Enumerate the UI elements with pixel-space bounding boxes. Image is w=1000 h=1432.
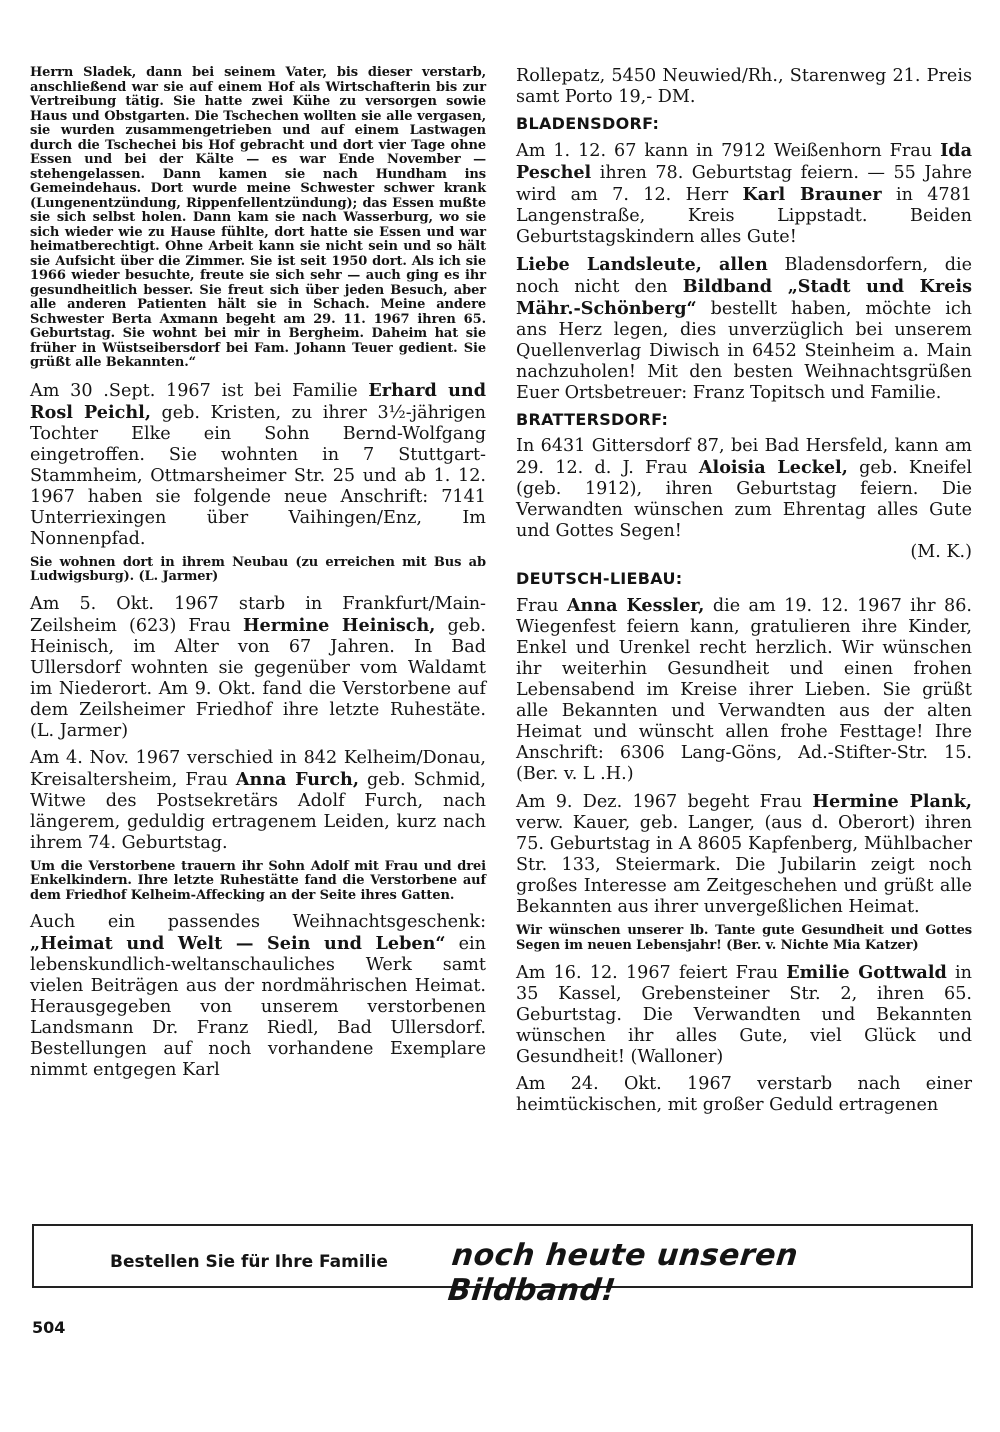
person-name: Ida Peschel bbox=[516, 140, 972, 183]
person-name: Anna Kessler, bbox=[566, 595, 705, 616]
person-name: Emilie Gottwald bbox=[786, 962, 947, 983]
person-name: Hermine Heinisch, bbox=[242, 614, 436, 636]
left-column bbox=[30, 66, 486, 1087]
note: Um die Verstorbene trauern ihr Sohn Adolf mit Frau und drei Enkelkindern. Ihre letzte Ruhestätte fand die Verstorbene auf dem Friedhof Kelheim-Affecking an der Seite ihres Gatten. bbox=[30, 858, 486, 903]
right-column bbox=[516, 66, 972, 1122]
birthday-announcement: Am 16. 12. 1967 feiert Frau Emilie Gottwald in 35 Kassel, Grebensteiner Str. 2, ihren 65. Geburtstag. Die Verwandten und Bekannten wünschen ihr alles Gute, viel Glück und Gesundheit! (Walloner) bbox=[516, 962, 973, 1067]
section-heading-bladensdorf: BLADENSDORF: bbox=[516, 114, 660, 133]
banner-text: Bestellen Sie für Ihre Familie bbox=[110, 1252, 388, 1272]
section-heading-brattersdorf: BRATTERSDORF: bbox=[516, 410, 669, 429]
book-title: „Heimat und Welt — Sein und Leben“ bbox=[30, 933, 446, 954]
birthday-announcement: Am 9. Dez. 1967 begeht Frau Hermine Plank, verw. Kauer, geb. Langer, (aus d. Oberort) ihren 75. Geburtstag in A 8605 Kapfenberg, Mühlbacher Str. 133, Steiermark. Die Jubilarin zeigt noch großes Interesse am Zeitgeschehen und grüßt alle Bekannten aus ihrer unvergeßlichen Heimat. bbox=[516, 791, 973, 917]
person-name: Anna Furch, bbox=[235, 768, 359, 790]
obituary: Am 5. Okt. 1967 starb in Frankfurt/Main-Zeilsheim (623) Frau Hermine Heinisch, geb. Heinisch, im Alter von 67 Jahren. In Bad Ullersdorf wohnten sie gegenüber vom Waldamt im Niederort. Am 9. Okt. fand die Verstorbene auf dem Zeilsheimer Friedhof ihre letzte Ruhestäte. (L. Jarmer) bbox=[30, 593, 487, 741]
advertisement-banner bbox=[32, 1224, 973, 1308]
person-name: Aloisia Leckel, bbox=[698, 457, 848, 478]
birthday-announcement: Frau Anna Kessler, die am 19. 12. 1967 ihr 86. Wiegenfest feiern kann, gratulieren ihre Kinder, Enkel und Urenkel recht herzlich. Wir wünschen ihr weiterhin Gesundheit und einen frohen Lebensabend im Kreise ihrer Lieben. Sie grüßt alle Bekannten und Verwandten aus der alten Heimat und wünscht allen frohe Festtage! Ihre Anschrift: 6306 Lang-Göns, Ad.-Stifter-Str. 15. (Ber. v. L .H.) bbox=[516, 595, 972, 784]
book-appeal: Liebe Landsleute, allen Bladensdorfern, die noch nicht den Bildband „Stadt und Kreis Mähr.-Schönberg“ bestellt haben, möchte ich ans Herz legen, dies unverzüglich bei unserem Quellenverlag Diwisch in 6452 Steinheim a. Main nachzuholen! Mit den besten Weihnachtsgrüßen Euer Ortsbetreuer: Franz Topitsch und Familie. bbox=[516, 254, 973, 403]
article-continuation: Herrn Sladek, dann bei seinem Vater, bis dieser verstarb, anschließend war sie auf einem Hof als Wirtschafterin bis zur Vertreibung tätig. Sie hatte zwei Kühe zu versorgen sowie Haus und Obstgarten. Die Tschechen wollten sie alle vergasen, sie wurden zusammengetrieben und auf einem Lastwagen durch die Tschechei bis Hof gebracht und dort vier Tage ohne Essen und bei der Kälte — es war Ende November — stehengelassen. Dann kamen sie nach Hundham ins Gemeindehaus. Dort wurde meine Schwester schwer krank (Lungenentzündung, Rippenfellentzündung); das Essen mußte sie sich selbst holen. Dann kam sie nach Wasserburg, wo sie sich wieder wie zu Hause fühlte, dort hatte sie Essen und war heimatberechtigt. Ohne Arbeit kann sie nicht sein und so hält sie Aufsicht über die Zimmer. Sie ist seit 1950 dort. Als ich sie 1966 wieder besuchte, freute sie sich sehr — auch ging es ihr gesundheitlich besser. Sie freut sich über jeden Besuch, aber alle anderen Patienten hält sie in Schach. Meine andere Schwester Berta Axmann begeht am 29. 11. 1967 ihren 65. Geburtstag. Sie wohnt bei mir in Bergheim. Daheim hat sie früher in Wüstseibersdorf bei Fam. Johann Teuer gedient. Sie grüßt alle Bekannten.“ bbox=[30, 65, 486, 370]
person-name: Hermine Plank, bbox=[812, 791, 973, 812]
obituary-start: Am 24. Okt. 1967 verstarb nach einer heimtückischen, mit großer Geduld ertragenen bbox=[516, 1074, 972, 1115]
note: Sie wohnen dort in ihrem Neubau (zu erreichen mit Bus ab Ludwigsburg). (L. Jarmer) bbox=[30, 554, 486, 584]
book-advert: Auch ein passendes Weihnachtsgeschenk: „Heimat und Welt — Sein und Leben“ ein lebenskundlich-weltanschauliches Werk samt vielen Beiträgen aus der nordmährischen Heimat. Herausgegeben von unserem verstorbenen Landsmann Dr. Franz Riedl, Bad Ullersdorf. Bestellungen auf noch vorhandene Exemplare nimmt entgegen Karl bbox=[30, 912, 486, 1080]
note: Wir wünschen unserer lb. Tante gute Gesundheit und Gottes Segen im neuen Lebensjahr! (Ber. v. Nichte Mia Katzer) bbox=[516, 923, 972, 953]
obituary: Am 4. Nov. 1967 verschied in 842 Kelheim/Donau, Kreisaltersheim, Frau Anna Furch, geb. Schmid, Witwe des Postsekretärs Adolf Furch, nach längerem, geduldig ertragenem Leiden, kurz nach ihrem 74. Geburtstag. bbox=[30, 747, 486, 853]
person-name: Berta Axmann bbox=[111, 311, 218, 327]
banner-slogan: noch heute unseren Bildband! bbox=[446, 1238, 800, 1308]
section-heading-deutsch-liebau: DEUTSCH-LIEBAU: bbox=[516, 569, 683, 588]
birthday-announcement: In 6431 Gittersdorf 87, bei Bad Hersfeld, kann am 29. 12. d. J. Frau Aloisia Leckel, geb. Kneifel (geb. 1912), ihren Geburtstag feiern. Die Verwandten wünschen zum Ehrentag alles Gute und Gottes Segen! bbox=[516, 436, 972, 541]
page-number: 504 bbox=[32, 1318, 66, 1337]
address-continuation: Rollepatz, 5450 Neuwied/Rh., Starenweg 21. Preis samt Porto 19,- DM. bbox=[516, 66, 972, 107]
birthday-announcement: Am 1. 12. 67 kann in 7912 Weißenhorn Frau Ida Peschel ihren 78. Geburtstag feiern. — 55 Jahre wird am 7. 12. Herr Karl Brauner in 4781 Langenstraße, Kreis Lippstadt. Beiden Geburtstagskindern alles Gute! bbox=[516, 140, 973, 247]
signature: (M. K.) bbox=[910, 542, 972, 562]
birth-announcement: Am 30 .Sept. 1967 ist bei Familie Erhard und Rosl Peichl, geb. Kristen, zu ihrer 3½-jährigen Tochter Elke ein Sohn Bernd-Wolfgang eingetroffen. Sie wohnten in 7 Stuttgart-Stammheim, Ottmarsheimer Str. 25 und ab 1. 12. 1967 haben sie folgende neue Anschrift: 7141 Unterriexingen über Vaihingen/Enz, Im Nonnenpfad. bbox=[30, 379, 487, 549]
person-name: Karl Brauner bbox=[742, 184, 882, 205]
person-name: Erhard und Rosl Peichl, bbox=[30, 379, 487, 423]
book-title: Bildband „Stadt und Kreis Mähr.-Schönberg“ bbox=[516, 276, 973, 319]
